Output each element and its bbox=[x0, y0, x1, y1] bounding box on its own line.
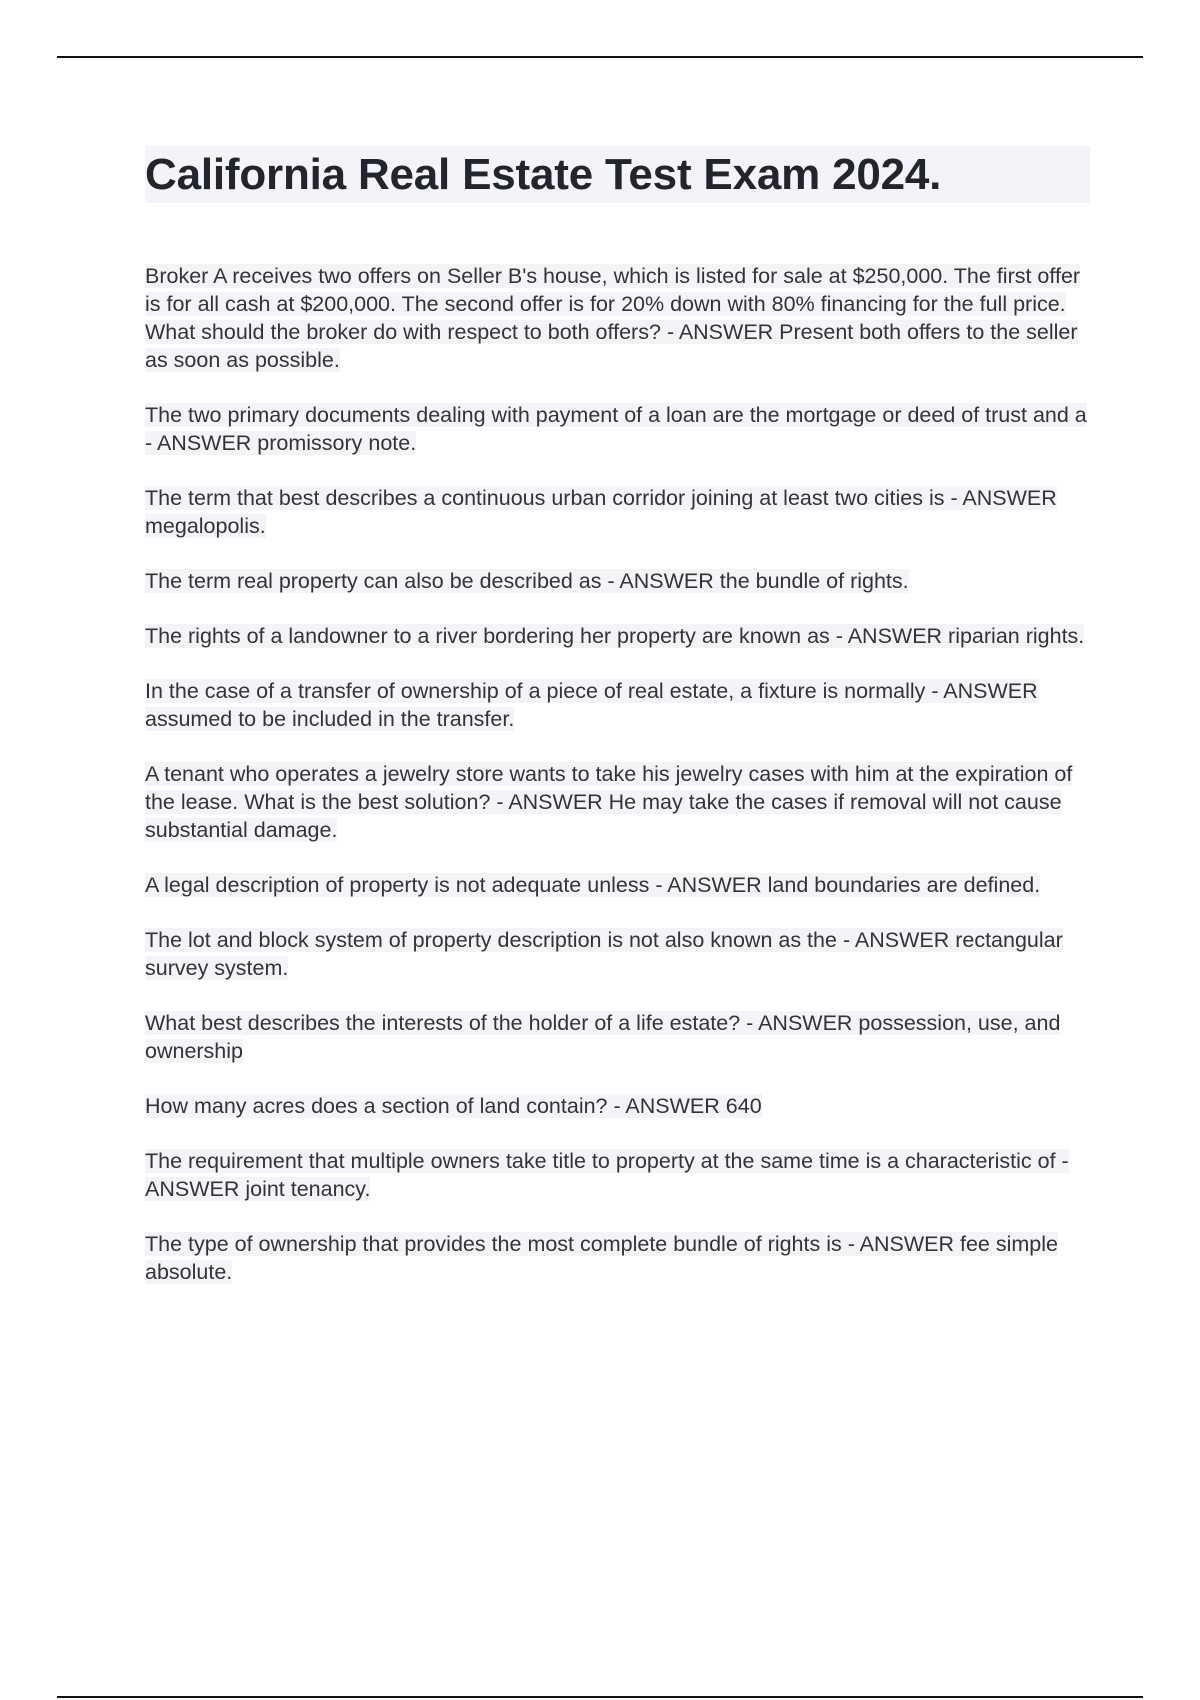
document-title: California Real Estate Test Exam 2024. bbox=[145, 149, 942, 199]
qa-text: The two primary documents dealing with payment of a loan are the mortgage or deed of trust and a - ANSWER promissory note. bbox=[145, 403, 1087, 455]
qa-text: What best describes the interests of the holder of a life estate? - ANSWER possession, use, and ownership bbox=[145, 1011, 1061, 1063]
qa-text: A tenant who operates a jewelry store wants to take his jewelry cases with him at the expiration of the lease. What is the best solution? - ANSWER He may take the cases if removal will not cause substantial damage. bbox=[145, 762, 1073, 842]
title-band bbox=[145, 146, 1090, 203]
qa-text: The term that best describes a continuous urban corridor joining at least two cities is - ANSWER megalopolis. bbox=[145, 486, 1057, 538]
qa-item bbox=[145, 622, 1090, 650]
qa-item bbox=[145, 760, 1090, 844]
qa-text: The type of ownership that provides the most complete bundle of rights is - ANSWER fee simple absolute. bbox=[145, 1232, 1058, 1284]
qa-list bbox=[145, 262, 1090, 1286]
qa-text: How many acres does a section of land contain? - ANSWER 640 bbox=[145, 1094, 762, 1118]
qa-item bbox=[145, 1147, 1090, 1203]
qa-item bbox=[145, 926, 1090, 982]
qa-item bbox=[145, 871, 1090, 899]
qa-item bbox=[145, 484, 1090, 540]
qa-text: Broker A receives two offers on Seller B's house, which is listed for sale at $250,000. The first offer is for all cash at $200,000. The second offer is for 20% down with 80% financing for the full price. What should the broker do with respect to both offers? - ANSWER Present both offers to the seller as soon as possible. bbox=[145, 264, 1081, 372]
qa-item bbox=[145, 262, 1090, 374]
top-rule bbox=[57, 56, 1143, 58]
qa-text: In the case of a transfer of ownership of a piece of real estate, a fixture is normally - ANSWER assumed to be included in the transfer. bbox=[145, 679, 1038, 731]
qa-item bbox=[145, 677, 1090, 733]
qa-item bbox=[145, 1009, 1090, 1065]
qa-text: The requirement that multiple owners take title to property at the same time is a characteristic of - ANSWER joint tenancy. bbox=[145, 1149, 1069, 1201]
qa-item bbox=[145, 401, 1090, 457]
qa-text: The term real property can also be described as - ANSWER the bundle of rights. bbox=[145, 569, 909, 593]
qa-text: A legal description of property is not adequate unless - ANSWER land boundaries are defined. bbox=[145, 873, 1041, 897]
qa-item bbox=[145, 1230, 1090, 1286]
qa-item bbox=[145, 1092, 1090, 1120]
qa-text: The rights of a landowner to a river bordering her property are known as - ANSWER riparian rights. bbox=[145, 624, 1085, 648]
qa-item bbox=[145, 567, 1090, 595]
bottom-rule bbox=[57, 1696, 1143, 1698]
qa-text: The lot and block system of property description is not also known as the - ANSWER rectangular survey system. bbox=[145, 928, 1063, 980]
document-page bbox=[145, 146, 1090, 1313]
